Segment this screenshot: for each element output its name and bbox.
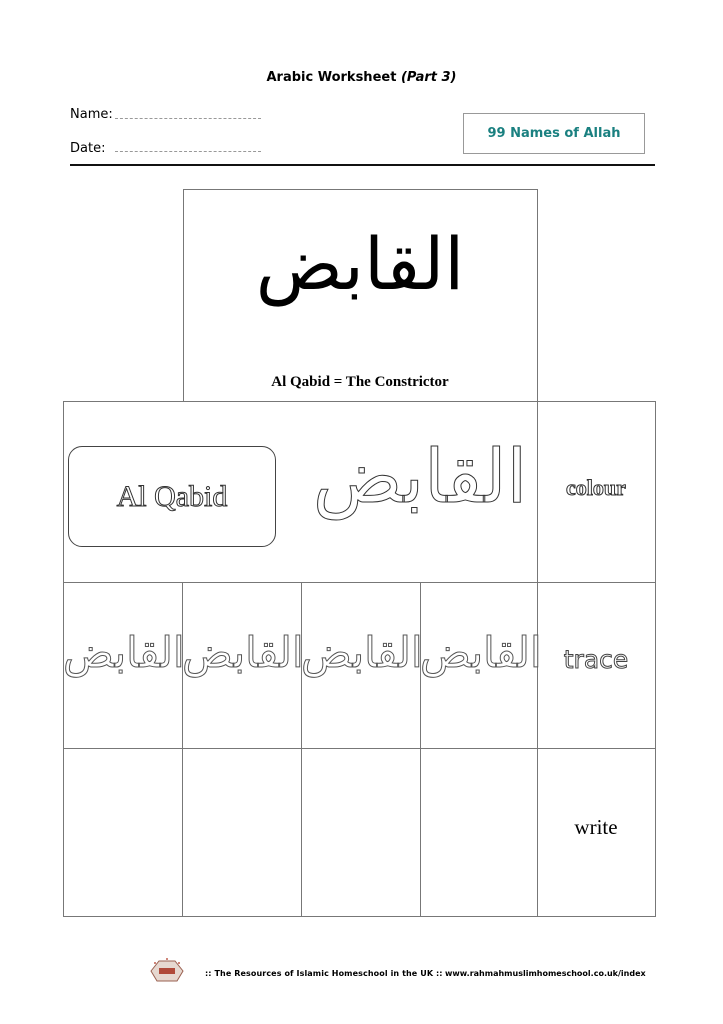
write-cell-4[interactable] xyxy=(420,748,538,917)
date-label: Date: xyxy=(70,141,106,156)
trace-word-4[interactable]: القابض xyxy=(420,628,542,677)
trace-label: trace xyxy=(563,645,629,674)
trace-word-3[interactable]: القابض xyxy=(301,628,423,677)
date-line[interactable] xyxy=(115,151,261,152)
header-rule xyxy=(70,164,655,166)
write-label: write xyxy=(574,815,618,839)
trace-word-2[interactable]: القابض xyxy=(182,628,304,677)
name-meaning: Al Qabid = The Constrictor xyxy=(271,374,449,390)
footer-url[interactable]: www.rahmahmuslimhomeschool.co.uk/index xyxy=(445,969,646,978)
outline-arabic-name[interactable]: القابض xyxy=(312,434,528,520)
name-label: Name: xyxy=(70,107,113,122)
title-part: (Part 3) xyxy=(400,70,457,85)
write-cell-3[interactable] xyxy=(301,748,421,917)
homeschool-logo xyxy=(147,957,187,985)
arabic-name: القابض xyxy=(255,222,465,306)
worksheet-title xyxy=(0,70,723,85)
write-cell-1[interactable] xyxy=(63,748,183,917)
write-cell-2[interactable] xyxy=(182,748,302,917)
footer-org: :: The Resources of Islamic Homeschool in the UK :: xyxy=(205,969,443,978)
title-main: Arabic Worksheet xyxy=(266,70,397,85)
trace-word-1[interactable]: القابض xyxy=(63,628,185,677)
topic-box: 99 Names of Allah xyxy=(463,113,645,154)
outline-english-name[interactable]: Al Qabid xyxy=(68,446,276,547)
colour-label: colour xyxy=(566,475,626,500)
name-line[interactable] xyxy=(115,118,261,119)
